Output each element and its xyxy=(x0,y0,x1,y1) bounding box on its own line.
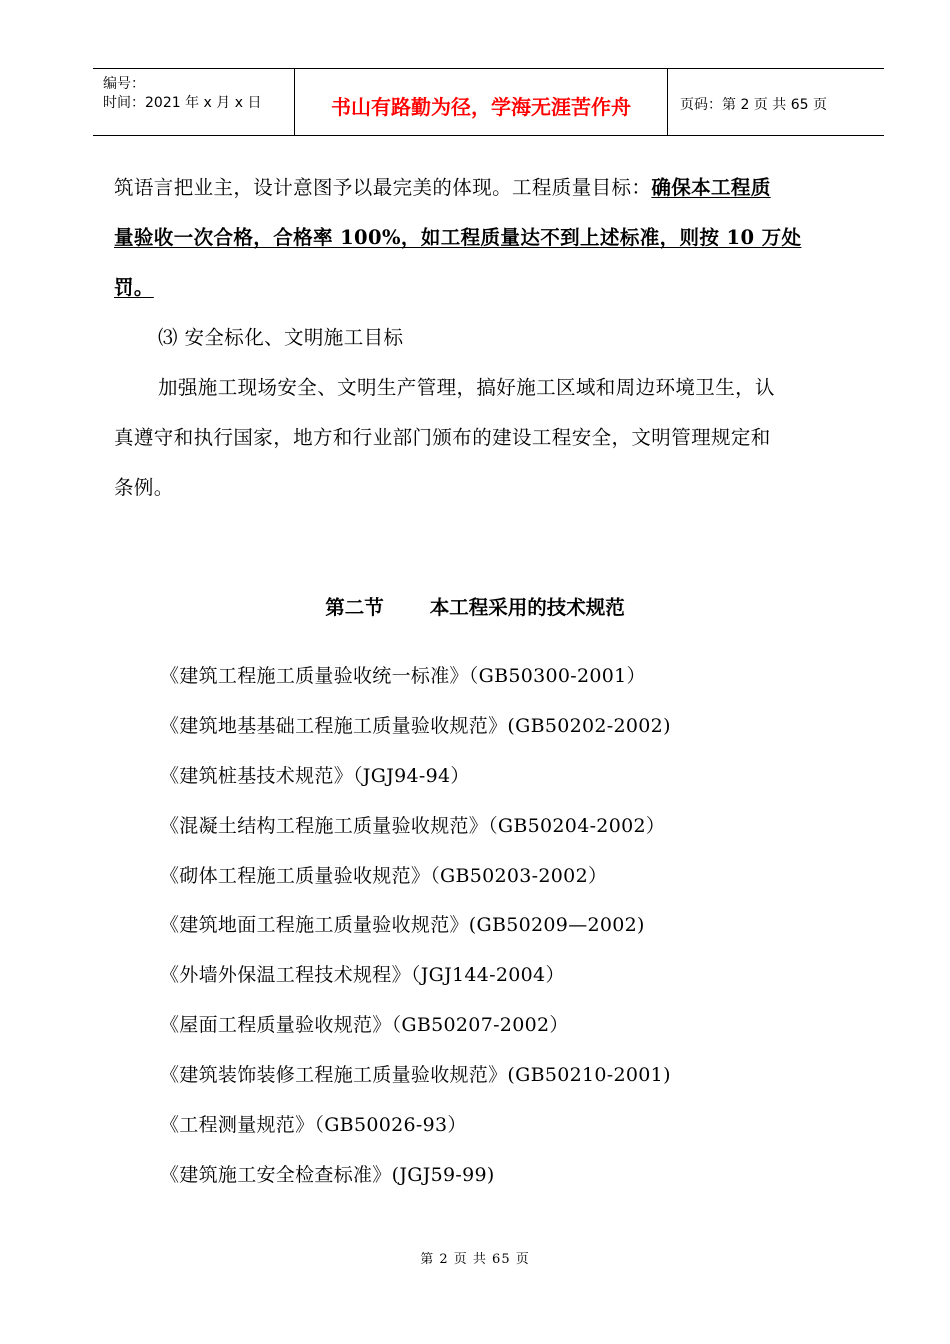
quality-goal-emphasis-end: 罚。 xyxy=(114,276,154,299)
paragraph-safety-3: 条例。 xyxy=(114,476,174,499)
header-meta-cell xyxy=(93,69,295,135)
paragraph-line-3 xyxy=(114,272,154,300)
quality-goal-emphasis-cont: 量验收一次合格，合格率 100%，如工程质量达不到上述标准，则按 10 万处 xyxy=(114,226,802,249)
header-table xyxy=(93,68,884,136)
header-page-cell xyxy=(668,69,884,135)
document-number: 编号： xyxy=(103,76,145,92)
footer-page-number: 第 2 页 共 65 页 xyxy=(420,1252,530,1267)
standard-item: 《建筑桩基技术规范》（JGJ94-94） xyxy=(160,765,470,787)
paragraph-safety-1: 加强施工现场安全、文明生产管理，搞好施工区域和周边环境卫生，认 xyxy=(158,376,775,399)
paragraph-line-1 xyxy=(114,172,771,200)
header-motto: 书山有路勤为径，学海无涯苦作舟 xyxy=(331,95,631,119)
paragraph-line-2 xyxy=(114,222,801,250)
standard-item: 《外墙外保温工程技术规程》（JGJ144-2004） xyxy=(160,964,565,986)
standard-item: 《屋面工程质量验收规范》（GB50207-2002） xyxy=(160,1014,569,1036)
header-page-number: 页码：第 2 页 共 65 页 xyxy=(680,97,827,113)
standard-item: 《建筑工程施工质量验收统一标准》（GB50300-2001） xyxy=(160,665,646,687)
standard-item: 《建筑装饰装修工程施工质量验收规范》(GB50210-2001) xyxy=(160,1064,671,1086)
paragraph-safety-2: 真遵守和执行国家，地方和行业部门颁布的建设工程安全，文明管理规定和 xyxy=(114,426,771,449)
standard-item: 《工程测量规范》（GB50026-93） xyxy=(160,1114,467,1136)
section-title: 本工程采用的技术规范 xyxy=(429,596,625,619)
standard-item: 《建筑施工安全检查标准》(JGJ59-99) xyxy=(160,1164,495,1186)
section-heading xyxy=(0,592,950,620)
item-3-title: ⑶ 安全标化、文明施工目标 xyxy=(158,326,404,349)
quality-goal-emphasis: 确保本工程质 xyxy=(651,176,771,199)
standard-item: 《建筑地基基础工程施工质量验收规范》(GB50202-2002) xyxy=(160,715,671,737)
standard-item: 《建筑地面工程施工质量验收规范》(GB50209—2002) xyxy=(160,914,645,936)
standard-item: 《砌体工程施工质量验收规范》（GB50203-2002） xyxy=(160,865,608,887)
section-number: 第二节 xyxy=(325,596,384,619)
quality-goal-text: 筑语言把业主，设计意图予以最完美的体现。工程质量目标： xyxy=(114,176,652,199)
header-motto-cell xyxy=(295,69,668,135)
document-date: 时间：2021 年 x 月 x 日 xyxy=(103,95,262,111)
standard-item: 《混凝土结构工程施工质量验收规范》（GB50204-2002） xyxy=(160,815,666,837)
